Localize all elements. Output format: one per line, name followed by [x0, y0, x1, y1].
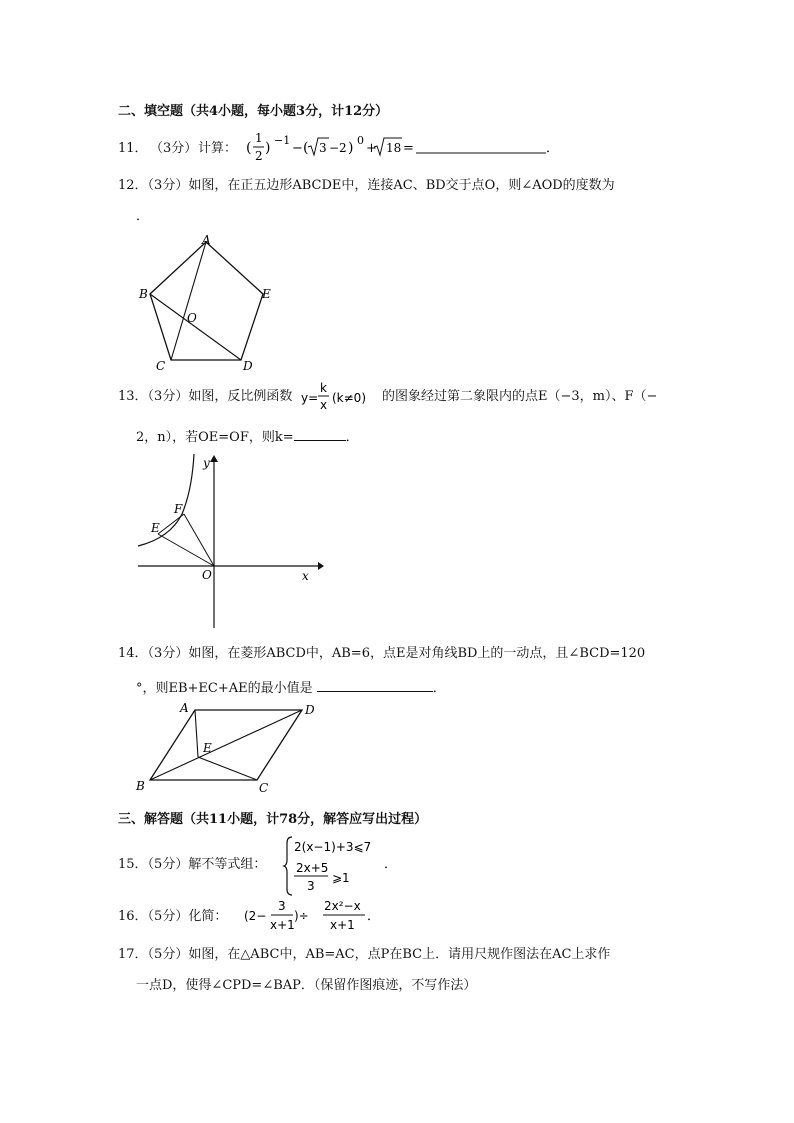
q15-brace [284, 837, 292, 895]
q14-answer-blank [317, 678, 433, 692]
label-y: y [203, 456, 210, 470]
q16-close-divide: )÷ [294, 909, 309, 923]
label-d: D [305, 703, 315, 717]
q14-line2-text: °，则EB+EC+AE的最小值是 [136, 681, 313, 696]
q15-ineq2-den: 3 [307, 879, 315, 893]
q11-minus2: −2 [329, 141, 347, 155]
q11-paren-open: ( [303, 140, 309, 156]
q13-y-eq: y= [301, 391, 319, 405]
hyperbola-curve [138, 454, 194, 546]
segment-of [184, 514, 214, 566]
y-axis-arrow [210, 455, 218, 462]
label-x: x [302, 569, 309, 583]
q16-frac2-num: 2x²−x [324, 899, 361, 913]
q13-x: x [320, 398, 328, 412]
q11-frac-num: 1 [255, 131, 263, 145]
q16-frac2-den: x+1 [330, 918, 355, 932]
q11-plus: + [366, 141, 377, 156]
q11-paren-close: ) [348, 140, 354, 156]
q11-sqrt3: 3 [319, 141, 327, 155]
q11-frac-den: 2 [255, 149, 263, 163]
label-o: O [202, 568, 212, 582]
segment-bd [150, 294, 241, 360]
label-a: A [180, 701, 189, 715]
label-d: D [243, 359, 253, 373]
q13-prefix: 13．（3分）如图，反比例函数 [118, 389, 293, 404]
q11-sqrt18: 18 [386, 141, 402, 155]
section-3-header: 三、解答题（共11小题，计78分，解答应写出过程） [118, 812, 428, 827]
q11-exponent-0: 0 [357, 134, 364, 147]
q13-k: k [320, 381, 327, 395]
q14-line2-end: ． [432, 681, 446, 696]
q16-prefix: 16．（5分）化简： [118, 909, 228, 924]
label-b: B [139, 287, 148, 301]
label-e: E [203, 741, 212, 755]
segment-ef [158, 514, 184, 534]
q11-exponent-neg1: −1 [274, 134, 291, 147]
q11-equals: = [403, 141, 414, 156]
label-c: C [156, 359, 166, 373]
label-e: E [262, 287, 271, 301]
q11-expression [244, 128, 560, 170]
label-a: A [202, 233, 211, 247]
segment-ec [198, 757, 257, 780]
q12-line1: 12．（3分）如图，在正五边形ABCDE中，连接AC、BD交于点O，则∠AOD的度数为 [118, 178, 615, 193]
q11-end: ． [546, 141, 560, 156]
q17-line2: 一点D，使得∠CPD=∠BAP．（保留作图痕迹，不写作法） [136, 978, 477, 993]
q15-inequality-system [284, 835, 398, 897]
label-e: E [151, 521, 160, 535]
q11-score: （3分） [150, 141, 198, 156]
q13-coordinate-figure [134, 450, 324, 632]
q15-ineq2-num: 2x+5 [296, 861, 329, 875]
q13-line2-text: 2，n），若OE=OF，则k= [136, 430, 294, 445]
q11-text: 计算： [198, 141, 238, 156]
q16-frac1-den: x+1 [270, 918, 295, 932]
q15-end: ． [384, 857, 398, 872]
segment-oe [158, 534, 214, 566]
q16-end: ． [367, 909, 381, 924]
q13-answer-blank [294, 427, 346, 441]
q14-rhombus-figure [132, 696, 332, 800]
q14-line1: 14．（3分）如图，在菱形ABCD中，AB=6，点E是对角线BD上的一动点，且∠BCD=120 [118, 646, 646, 661]
q12-line2: ． [136, 209, 150, 224]
segment-ac [171, 242, 206, 360]
segment-ae [195, 710, 198, 757]
q15-ineq2-rel: ⩾1 [332, 871, 350, 885]
q13-line2-end: ． [345, 430, 359, 445]
label-o: O [187, 311, 197, 325]
label-f: F [174, 502, 183, 516]
section-2-header: 二、填空题（共4小题，每小题3分，计12分） [118, 104, 389, 119]
q16-expression [244, 898, 394, 942]
q16-open: (2− [244, 909, 267, 923]
q11-number: 11． [118, 141, 148, 156]
q11-open-paren: ( [246, 140, 252, 156]
q17-line1: 17．（5分）如图，在△ABC中，AB=AC，点P在BC上．请用尺规作图法在AC上求作 [118, 947, 611, 962]
q16-frac1-num: 3 [278, 899, 286, 913]
q11-minus: − [292, 141, 303, 156]
label-b: B [136, 779, 145, 793]
pentagon-abcde [150, 242, 263, 360]
label-c: C [259, 781, 269, 795]
q15-inequality-1: 2(x−1)+3⩽7 [294, 840, 372, 854]
q12-pentagon-figure [130, 228, 290, 378]
q13-function-expression [301, 378, 381, 418]
q14-line2 [136, 678, 446, 697]
q11-close-paren: ) [265, 140, 271, 156]
q13-suffix: 的图象经过第二象限内的点E（−3，m）、F（− [382, 389, 658, 404]
q13-line2 [136, 427, 359, 446]
q15-prefix: 15．（5分）解不等式组： [118, 857, 267, 872]
x-axis-arrow [318, 562, 324, 570]
q13-cond: (k≠0) [332, 391, 367, 405]
